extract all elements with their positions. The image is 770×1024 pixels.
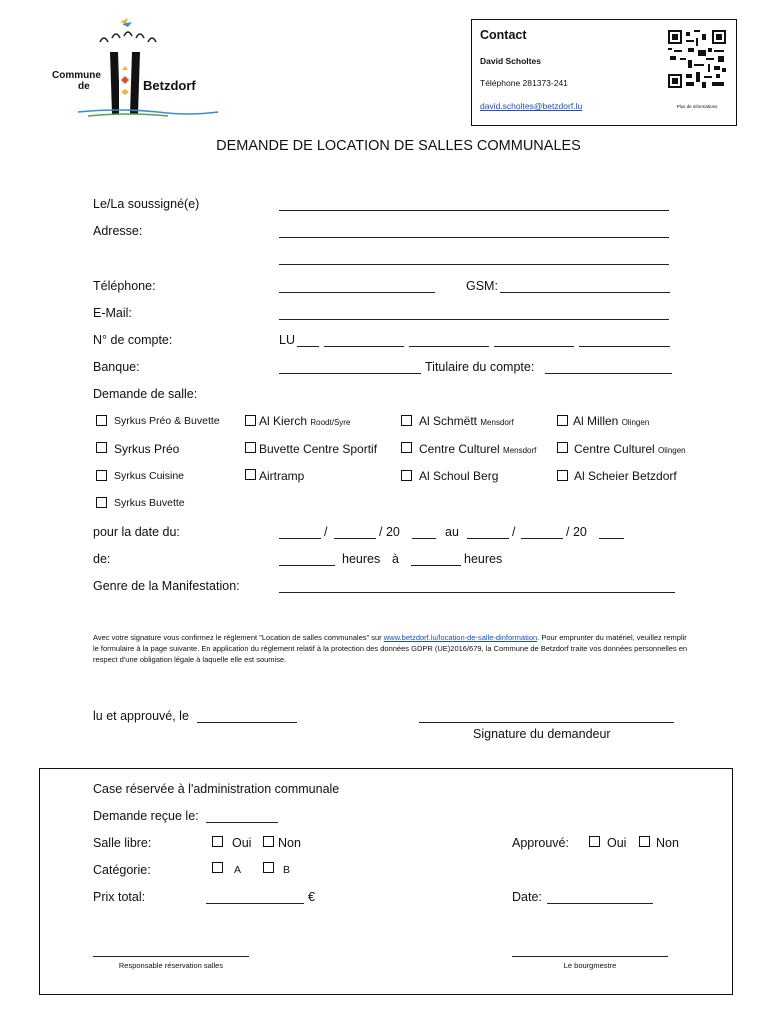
titulaire-input[interactable] bbox=[545, 373, 672, 374]
genre-label: Genre de la Manifestation: bbox=[93, 579, 240, 593]
titulaire-label: Titulaire du compte: bbox=[425, 360, 535, 374]
signature-line[interactable] bbox=[419, 722, 674, 723]
option-syrkus-preo-buvette: Syrkus Préo & Buvette bbox=[114, 415, 220, 427]
option-al-schmett: Al Schmëtt Mensdorf bbox=[419, 414, 514, 428]
checkbox-centre-culturel-olingen[interactable] bbox=[557, 442, 568, 453]
page-title: DEMANDE DE LOCATION DE SALLES COMMUNALES bbox=[216, 138, 581, 154]
salle-libre-label: Salle libre: bbox=[93, 836, 152, 850]
contact-email-link[interactable]: david.scholtes@betzdorf.lu bbox=[480, 101, 583, 111]
demande-salle-label: Demande de salle: bbox=[93, 387, 198, 401]
date-sep-4: / 20 bbox=[566, 525, 587, 539]
checkbox-approuve-non[interactable] bbox=[639, 836, 650, 847]
genre-input[interactable] bbox=[279, 592, 675, 593]
soussigne-label: Le/La soussigné(e) bbox=[93, 197, 200, 211]
checkbox-al-schoul-berg[interactable] bbox=[401, 470, 412, 481]
salle-libre-oui: Oui bbox=[232, 836, 252, 850]
approuve-oui: Oui bbox=[607, 836, 627, 850]
contact-box bbox=[471, 19, 737, 126]
demande-recue-label: Demande reçue le: bbox=[93, 809, 199, 823]
date-label: pour la date du: bbox=[93, 525, 180, 539]
checkbox-categorie-a[interactable] bbox=[212, 862, 223, 873]
salle-libre-non: Non bbox=[278, 836, 301, 850]
checkbox-centre-culturel-mensdorf[interactable] bbox=[401, 442, 412, 453]
logo-commune-text: Commune bbox=[52, 70, 101, 81]
de-label: de: bbox=[93, 552, 111, 566]
date-sep-3: / bbox=[512, 525, 516, 539]
legal-text-part1: Avec votre signature vous confirmez le règlement "Location de salles communales" sur bbox=[93, 633, 384, 642]
resp-label: Responsable réservation salles bbox=[118, 961, 224, 970]
lu-approuve-date-input[interactable] bbox=[197, 722, 297, 723]
option-buvette-centre-sportif: Buvette Centre Sportif bbox=[259, 442, 378, 456]
option-centre-culturel-mensdorf: Centre Culturel Mensdorf bbox=[419, 442, 537, 456]
option-syrkus-cuisine: Syrkus Cuisine bbox=[114, 470, 185, 482]
date-from-day[interactable] bbox=[279, 538, 321, 539]
compte-prefix: LU bbox=[279, 333, 295, 347]
telephone-label: Téléphone: bbox=[93, 279, 156, 293]
date-from-month[interactable] bbox=[334, 538, 376, 539]
checkbox-airtramp[interactable] bbox=[245, 469, 256, 480]
checkbox-syrkus-preo[interactable] bbox=[96, 442, 107, 453]
heure-start-input[interactable] bbox=[279, 565, 335, 566]
adresse-input-1[interactable] bbox=[279, 237, 669, 238]
approuve-non: Non bbox=[656, 836, 679, 850]
adresse-label: Adresse: bbox=[93, 224, 143, 238]
categorie-b: B bbox=[283, 864, 291, 876]
qr-caption: Plus de informations bbox=[676, 104, 718, 109]
euro-sign: € bbox=[308, 890, 315, 904]
approuve-label: Approuvé: bbox=[512, 836, 569, 850]
option-airtramp: Airtramp bbox=[259, 469, 305, 483]
soussigne-input[interactable] bbox=[279, 210, 669, 211]
categorie-a: A bbox=[234, 864, 242, 876]
checkbox-salle-libre-oui[interactable] bbox=[212, 836, 223, 847]
option-syrkus-preo: Syrkus Préo bbox=[114, 442, 180, 456]
logo-betzdorf-text: Betzdorf bbox=[143, 78, 196, 93]
legal-text-part2: . Pour emprunter du matériel, veuillez remplir le formulaire à la page suivante. En application du règlement relatif à la protection des données GDPR (UE)2016/679, la Commune de Betzdorf traite vos données personnelles en respect d'une obligation légale à laquelle elle est soumise. bbox=[93, 633, 688, 664]
option-al-scheier-betzdorf: Al Scheier Betzdorf bbox=[574, 469, 677, 483]
compte-input-5[interactable] bbox=[579, 346, 670, 347]
logo-de-text: de bbox=[78, 81, 90, 92]
lu-approuve-label: lu et approuvé, le bbox=[93, 709, 189, 723]
checkbox-al-schmett[interactable] bbox=[401, 415, 412, 426]
checkbox-syrkus-cuisine[interactable] bbox=[96, 470, 107, 481]
gsm-input[interactable] bbox=[500, 292, 670, 293]
date-to-day[interactable] bbox=[467, 538, 509, 539]
signature-label: Signature du demandeur bbox=[473, 727, 611, 741]
compte-label: N° de compte: bbox=[93, 333, 173, 347]
contact-title: Contact bbox=[480, 28, 527, 42]
date-from-year[interactable] bbox=[412, 538, 436, 539]
contact-name: David Scholtes bbox=[480, 56, 541, 66]
prix-label: Prix total: bbox=[93, 890, 146, 904]
admin-title: Case réservée à l'administration communale bbox=[93, 782, 340, 796]
checkbox-syrkus-preo-buvette[interactable] bbox=[96, 415, 107, 426]
date-au: au bbox=[445, 525, 459, 539]
option-syrkus-buvette: Syrkus Buvette bbox=[114, 497, 185, 509]
option-al-schoul-berg: Al Schoul Berg bbox=[419, 469, 499, 483]
date-to-month[interactable] bbox=[521, 538, 563, 539]
compte-input-4[interactable] bbox=[494, 346, 574, 347]
heures-label-1: heures bbox=[342, 552, 381, 566]
email-label: E-Mail: bbox=[93, 306, 132, 320]
banque-input[interactable] bbox=[279, 373, 421, 374]
contact-phone: Téléphone 281373-241 bbox=[480, 78, 568, 88]
compte-input-2[interactable] bbox=[324, 346, 404, 347]
checkbox-al-kierch[interactable] bbox=[245, 415, 256, 426]
admin-date-label: Date: bbox=[512, 890, 542, 904]
checkbox-al-millen[interactable] bbox=[557, 415, 568, 426]
regulation-link[interactable]: www.betzdorf.lu/location-de-salle-dinformation bbox=[383, 633, 538, 642]
checkbox-categorie-b[interactable] bbox=[263, 862, 274, 873]
bourgmestre-label: Le bourgmestre bbox=[563, 961, 617, 970]
compte-input-3[interactable] bbox=[409, 346, 489, 347]
option-al-millen: Al Millen Olingen bbox=[573, 414, 650, 428]
prix-input[interactable] bbox=[206, 903, 304, 904]
option-centre-culturel-olingen: Centre Culturel Olingen bbox=[574, 442, 686, 456]
date-sep-2: / 20 bbox=[379, 525, 400, 539]
admin-date-input[interactable] bbox=[547, 903, 653, 904]
qr-code-icon bbox=[668, 30, 726, 88]
qr-code[interactable] bbox=[668, 30, 726, 88]
categorie-label: Catégorie: bbox=[93, 863, 151, 877]
demande-recue-input[interactable] bbox=[206, 822, 278, 823]
heures-label-2: heures bbox=[464, 552, 503, 566]
checkbox-al-scheier-betzdorf[interactable] bbox=[557, 470, 568, 481]
bourgmestre-signature-line[interactable] bbox=[512, 956, 668, 957]
date-to-year[interactable] bbox=[599, 538, 624, 539]
telephone-input[interactable] bbox=[279, 292, 435, 293]
email-input[interactable] bbox=[279, 319, 669, 320]
gsm-label: GSM: bbox=[466, 279, 498, 293]
legal-text bbox=[93, 632, 693, 665]
a-label: à bbox=[392, 552, 399, 566]
heure-end-input[interactable] bbox=[411, 565, 461, 566]
adresse-input-2[interactable] bbox=[279, 264, 669, 265]
date-sep-1: / bbox=[324, 525, 328, 539]
option-al-kierch: Al Kierch Roodt/Syre bbox=[259, 414, 351, 428]
banque-label: Banque: bbox=[93, 360, 140, 374]
compte-input-1[interactable] bbox=[297, 346, 319, 347]
checkbox-syrkus-buvette[interactable] bbox=[96, 497, 107, 508]
checkbox-approuve-oui[interactable] bbox=[589, 836, 600, 847]
checkbox-salle-libre-non[interactable] bbox=[263, 836, 274, 847]
checkbox-buvette-centre-sportif[interactable] bbox=[245, 442, 256, 453]
resp-signature-line[interactable] bbox=[93, 956, 249, 957]
